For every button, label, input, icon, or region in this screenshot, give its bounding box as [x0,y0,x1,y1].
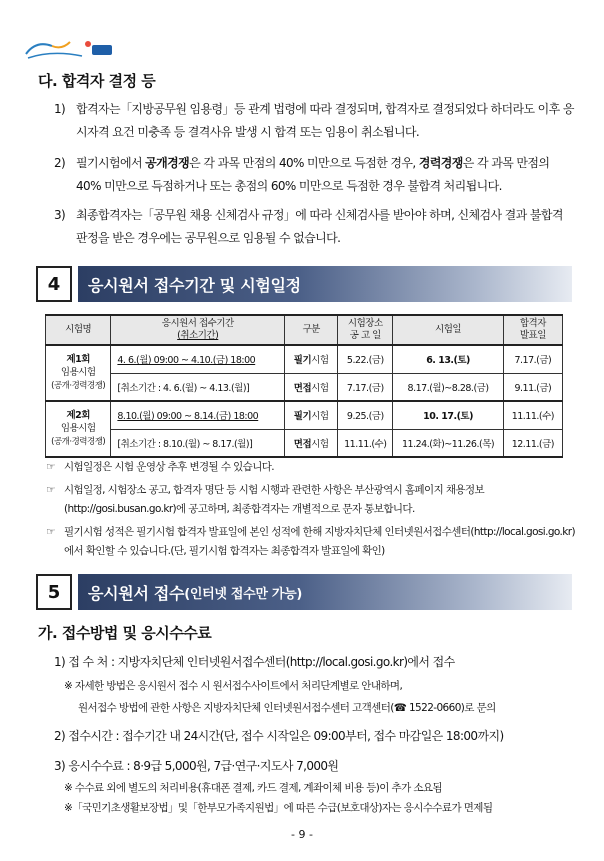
schedule-note-3: ☞ 필기시험 성적은 필기시험 합격자 발표일에 본인 성적에 한해 지방자치단체 인터넷원서접수센터(http://local.gosi.go.kr)에서 확인할 수 있습니다.(단, 필기시험 합격자는 최종합격자 발표일에 확인) [46,523,576,561]
section-5-item-1: 1) 접 수 처 : 지방자치단체 인터넷원서접수센터(http://local.gosi.go.kr)에서 접수 [54,655,455,669]
section-4-header [36,266,572,302]
section-5-item-3: 3) 응시수수료 : 8·9급 5,000원, 7급·연구·지도사 7,000원 [54,759,339,773]
round-1-cancel-period: [취소기간 : 4. 6.(월) ~ 4.13.(월)] [111,373,285,401]
round-1-interview-date: 8.17.(월)~8.28.(금) [393,373,503,401]
round-1-interview-venue: 7.17.(금) [338,373,393,401]
table-row [46,345,563,373]
table-row [46,373,563,401]
round-1-written-venue: 5.22.(금) [338,345,393,373]
header-type: 구분 [285,315,338,345]
pointing-hand-icon: ☞ [46,461,55,473]
round-1-written-date: 6. 13.(토) [393,345,503,373]
section-d-item-1: 1) 합격자는「지방공무원 임용령」등 관계 법령에 따라 결정되며, 합격자로 결정되었다 하더라도 이후 응시자격 요건 미충족 등 결격사유 발생 시 합격 또는 임용이 취소됩니다. [54,102,574,139]
round-1-apply-period: 4. 6.(월) 09:00 ~ 4.10.(금) 18:00 [111,345,285,373]
section-d-heading: 다. 합격자 결정 등 [38,72,156,90]
section-5-title: 응시원서 접수 (인터넷 접수만 가능) [78,574,572,610]
round-1-interview-type: 면접시험 [285,373,338,401]
round-2-interview-venue: 11.11.(수) [338,429,393,457]
section-5-item-1-note-2: 원서접수 방법에 관한 사항은 지방자치단체 인터넷원서접수센터 고객센터(☎ 1522-0660)로 문의 [78,702,496,714]
round-2-cancel-period: [취소기간 : 8.10.(월) ~ 8.17.(월)] [111,429,285,457]
section-d-item-3: 3) 최종합격자는「공무원 채용 신체검사 규정」에 따라 신체검사를 받아야 하며, 신체검사 결과 불합격 판정을 받은 경우에는 공무원으로 임용될 수 없습니다. [54,208,563,245]
round-1-written-result: 7.17.(금) [503,345,562,373]
round-2-name: 제2회 임용시험 (공개·경력경쟁) [46,401,111,457]
round-2-written-result: 11.11.(수) [503,401,562,429]
round-2-written-date: 10. 17.(토) [393,401,503,429]
header-exam-name: 시험명 [46,315,111,345]
section-5-header [36,574,572,610]
round-2-written-venue: 9.25.(금) [338,401,393,429]
round-2-apply-period: 8.10.(월) 09:00 ~ 8.14.(금) 18:00 [111,401,285,429]
pointing-hand-icon: ☞ [46,526,55,538]
header-apply-period: 응시원서 접수기간 (취소기간) [111,315,285,345]
table-header-row [46,315,563,345]
header-venue-notice: 시험장소 공 고 일 [338,315,393,345]
section-5-subheading: 가. 접수방법 및 응시수수료 [38,624,212,642]
page-number: - 9 - [291,828,313,841]
section-d-item-2: 2) 필기시험에서 공개경쟁은 각 과목 만점의 40% 미만으로 득점한 경우, 경력경쟁은 각 과목 만점의 40% 미만으로 득점하거나 또는 총점의 60% 미만으로 득점한 경우 불합격 처리됩니다. [54,156,550,193]
section-5-item-3-note-1: ※ 수수료 외에 별도의 처리비용(휴대폰 결제, 카드 결제, 계좌이체 비용 등)이 추가 소요됨 [64,782,442,794]
busan-logo [22,36,117,62]
schedule-note-1: ☞ 시험일정은 시험 운영상 추후 변경될 수 있습니다. [46,458,576,477]
pointing-hand-icon: ☞ [46,484,55,496]
schedule-notes [46,458,576,561]
section-5-number: 5 [36,574,72,610]
section-5-item-1-note-1: ※ 자세한 방법은 응시원서 접수 시 원서접수사이트에서 처리단계별로 안내하며, [64,680,403,692]
round-2-interview-date: 11.24.(화)~11.26.(목) [393,429,503,457]
section-4-number: 4 [36,266,72,302]
section-5-item-2: 2) 접수시간 : 접수기간 내 24시간(단, 접수 시작일은 09:00부터, 접수 마감일은 18:00까지) [54,729,504,743]
header-exam-date: 시험일 [393,315,503,345]
schedule-table [45,314,563,458]
round-1-interview-result: 9.11.(금) [503,373,562,401]
section-5-item-3-note-2: ※「국민기초생활보장법」및「한부모가족지원법」에 따른 수급(보호대상)자는 응시수수료가 면제됨 [64,802,493,814]
logo-graphic [22,36,117,62]
round-1-written-type: 필기시험 [285,345,338,373]
table-row [46,429,563,457]
schedule-note-2: ☞ 시험일정, 시험장소 공고, 합격자 명단 등 시험 시행과 관련한 사항은 부산광역시 홈페이지 채용정보(http://gosi.busan.go.kr)에 공고하며, 최종합격자는 개별적으로 문자 통보합니다. [46,481,576,519]
section-4-title: 응시원서 접수기간 및 시험일정 [78,266,572,302]
round-2-interview-result: 12.11.(금) [503,429,562,457]
table-row [46,401,563,429]
header-result-date: 합격자 발표일 [503,315,562,345]
round-2-written-type: 필기시험 [285,401,338,429]
round-2-interview-type: 면접시험 [285,429,338,457]
round-1-name: 제1회 임용시험 (공개·경력경쟁) [46,345,111,401]
